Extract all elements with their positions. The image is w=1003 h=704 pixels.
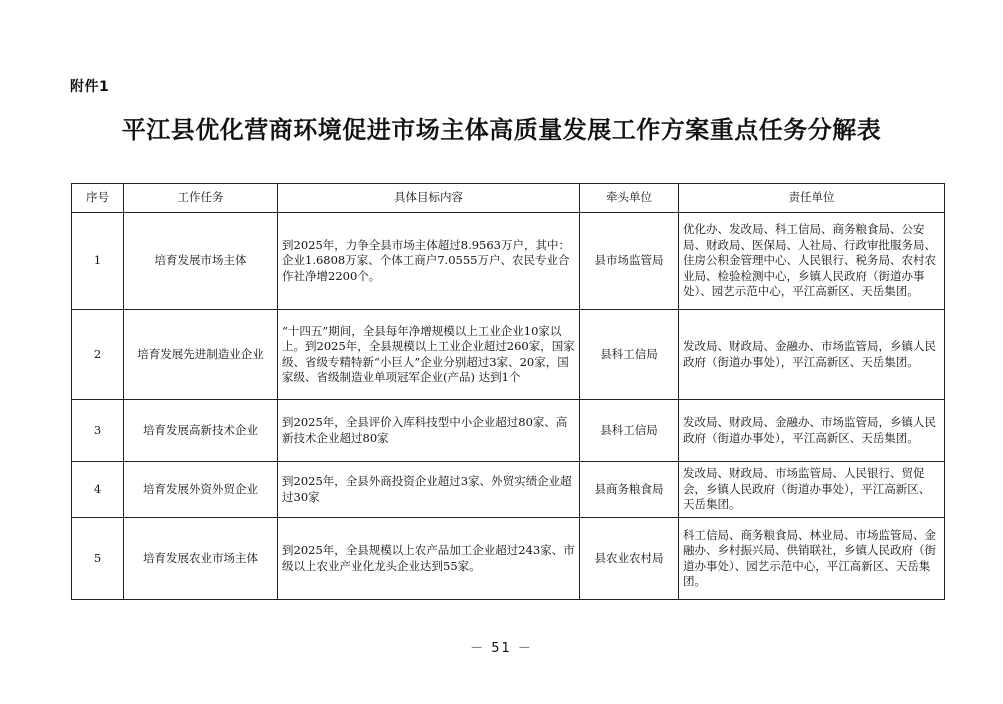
page-number: － 51 － bbox=[470, 641, 533, 656]
row-lead-unit: 县科工信局 bbox=[580, 310, 679, 400]
row-lead-unit: 县科工信局 bbox=[580, 400, 679, 462]
table-header-row bbox=[72, 184, 945, 213]
row-task: 培育发展高新技术企业 bbox=[124, 400, 278, 462]
task-breakdown-table bbox=[71, 183, 945, 600]
row-no: 3 bbox=[72, 400, 124, 462]
table-row bbox=[72, 518, 945, 600]
row-no: 2 bbox=[72, 310, 124, 400]
row-responsible-units: 发改局、财政局、市场监管局、人民银行、贸促会，乡镇人民政府（街道办事处），平江高新区、天岳集团。 bbox=[679, 462, 945, 518]
document-title: 平江县优化营商环境促进市场主体高质量发展工作方案重点任务分解表 bbox=[121, 115, 882, 144]
table-row bbox=[72, 462, 945, 518]
row-responsible-units: 发改局、财政局、金融办、市场监管局，乡镇人民政府（街道办事处），平江高新区、天岳集团。 bbox=[679, 400, 945, 462]
table-row bbox=[72, 400, 945, 462]
header-target: 具体目标内容 bbox=[278, 184, 580, 213]
header-task: 工作任务 bbox=[124, 184, 278, 213]
row-responsible-units: 发改局、财政局、金融办、市场监管局，乡镇人民政府（街道办事处），平江高新区、天岳集团。 bbox=[679, 310, 945, 400]
table-row bbox=[72, 213, 945, 310]
row-no: 1 bbox=[72, 213, 124, 310]
row-no: 4 bbox=[72, 462, 124, 518]
row-task: 培育发展外资外贸企业 bbox=[124, 462, 278, 518]
table-row bbox=[72, 310, 945, 400]
row-task: 培育发展先进制造业企业 bbox=[124, 310, 278, 400]
row-responsible-units: 科工信局、商务粮食局、林业局、市场监管局、金融办、乡村振兴局、供销联社，乡镇人民政府（街道办事处）、园艺示范中心，平江高新区、天岳集团。 bbox=[679, 518, 945, 600]
row-target: 到2025年，全县外商投资企业超过3家、外贸实绩企业超过30家 bbox=[278, 462, 580, 518]
header-no: 序号 bbox=[72, 184, 124, 213]
row-responsible-units: 优化办、发改局、科工信局、商务粮食局、公安局、财政局、医保局、人社局、行政审批服务局、住房公积金管理中心、人民银行、税务局、农村农业局、检验检测中心，乡镇人民政府（街道办事处）、园艺示范中心，平江高新区、天岳集团。 bbox=[679, 213, 945, 310]
row-lead-unit: 县市场监管局 bbox=[580, 213, 679, 310]
row-task: 培育发展农业市场主体 bbox=[124, 518, 278, 600]
header-responsible-units: 责任单位 bbox=[679, 184, 945, 213]
row-target: 到2025年，全县评价入库科技型中小企业超过80家、高新技术企业超过80家 bbox=[278, 400, 580, 462]
row-target: 到2025年，全县规模以上农产品加工企业超过243家、市级以上农业产业化龙头企业达到55家。 bbox=[278, 518, 580, 600]
header-lead-unit: 牵头单位 bbox=[580, 184, 679, 213]
row-no: 5 bbox=[72, 518, 124, 600]
row-target: 到2025年，力争全县市场主体超过8.9563万户，其中：企业1.6808万家、个体工商户7.0555万户、农民专业合作社净增2200个。 bbox=[278, 213, 580, 310]
row-target: “十四五”期间，全县每年净增规模以上工业企业10家以上。到2025年，全县规模以上工业企业超过260家，国家级、省级专精特新“小巨人”企业分别超过3家、20家，国家级、省级制造业单项冠军企业(产品) 达到1个 bbox=[278, 310, 580, 400]
row-lead-unit: 县商务粮食局 bbox=[580, 462, 679, 518]
row-lead-unit: 县农业农村局 bbox=[580, 518, 679, 600]
attachment-label: 附件1 bbox=[70, 79, 110, 95]
row-task: 培育发展市场主体 bbox=[124, 213, 278, 310]
